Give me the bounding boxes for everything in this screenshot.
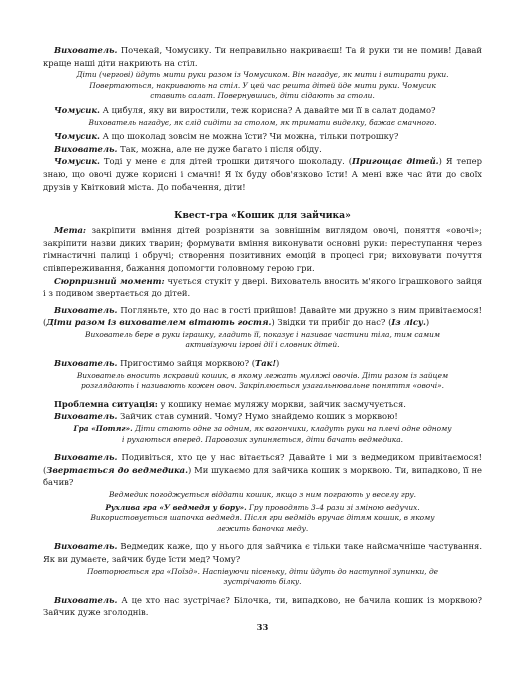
dialogue-line — [43, 410, 482, 423]
inline-direction: Із лісу. — [391, 317, 426, 328]
speech: Пригостимо зайця морквою? ( — [117, 358, 255, 369]
inline-direction: Так! — [255, 358, 277, 369]
speech: А це хто нас зустрічає? Білочка, ти, випадково, не бачила кошик із морквою? Зайчик дуже зголоднів. — [43, 594, 482, 618]
game-description — [43, 503, 482, 535]
dialogue-line — [43, 44, 482, 69]
speaker: Вихователь. — [54, 452, 118, 463]
speaker: Вихователь. — [54, 411, 118, 422]
surprise-paragraph — [43, 275, 482, 300]
dialogue-line — [43, 155, 482, 193]
page-body — [43, 44, 482, 619]
speaker: Вихователь. — [54, 358, 118, 369]
speaker: Вихователь. — [54, 541, 118, 552]
game-text: Діти стають одне за одним, як вагончики, кладуть руки на плечі одне одному і рухаються вперед. Паровозик зупиняється, діти бачать ведмедика. — [122, 424, 452, 444]
stage-direction: Повторюється гра «Поїзд». Наспівуючи пісеньку, діти йдуть до наступної зупинки, де зустрічають білку. — [86, 566, 439, 587]
stage-direction: Діти (черговi) йдуть мити руки разом із Чомусиком. Він нагадує, як мити і витирати руки. Повертаються, накривають на стіл. У цей час решта дітей йде мити руки. Чомусик ставить салат. Повернувшись, діти сідають за столи. — [76, 70, 449, 101]
speaker: Вихователь. — [54, 45, 118, 55]
dialogue-line — [43, 104, 482, 117]
dialogue-line — [43, 143, 482, 156]
speech: ) Звідки ти прибіг до нас? ( — [271, 317, 392, 328]
surprise-text: чується стукіт у двері. Вихователь вносить м'якого іграшкового зайця і з подивом звертається до дітей. — [43, 275, 483, 299]
goal-label: Мета: — [54, 225, 86, 236]
speech: Зайчик став сумний. Чому? Нумо знайдемо кошик з морквою! — [117, 411, 398, 422]
inline-direction: Пригощає дітей. — [352, 156, 439, 167]
page-number: 33 — [256, 622, 269, 632]
dialogue-line — [43, 451, 482, 489]
game-description — [43, 424, 482, 445]
speech: Погляньте, хто до нас в гості прийшов! Давайте ми дружно з ним привітаємося! ( — [43, 304, 482, 328]
problem-label: Проблемна ситуація: — [54, 398, 158, 409]
dialogue-line — [43, 130, 482, 143]
speech: Так, можна, але не дуже багато і після обіду. — [117, 143, 322, 154]
speech: Подивіться, хто це у нас вітається? Давайте і ми з ведмедиком привітаємося! ( — [43, 452, 482, 475]
goal-paragraph — [43, 224, 482, 274]
speech: ) Я тепер знаю, що овочі дуже корисні і смачні! Я їх буду обов'язково їсти! А мені вже час йти до своїх друзів у Квітковий міста. До побачення, діти! — [43, 156, 482, 192]
game-text: Гру проводять 3–4 рази зі зміною ведучих. Використовується шапочка ведмедя. Після гри ведмідь вручає дітям кошик, в якому лежить баночка меду. — [90, 502, 435, 533]
speech: ) — [276, 358, 280, 369]
speech: Ведмедик каже, що у нього для зайчика є тільки таке найсмачніше частування. Як ви думаєте, зайчик буде їсти мед? Чому? — [43, 541, 482, 564]
inline-direction: Звертається до ведмедика. — [46, 464, 189, 475]
surprise-label: Сюрпризний момент: — [54, 275, 165, 286]
problem-text: у кошику немає муляжу моркви, зайчик засмучується. — [157, 398, 406, 409]
goal-text: закріпити вміння дітей розрізняти за зовнішнім виглядом овочі, поняття «овочі»; закріпити назви диких тварин; формувати вміння виконувати основні руки: переступання через гімнастичні палиці і обручі; створення позитивних емоцій в процесі гри; виховувати почуття співпереживання, бажання допомогти головному герою гри. — [43, 225, 482, 273]
dialogue-line — [43, 357, 482, 370]
dialogue-line — [43, 304, 482, 329]
speech: Тоді у мене є для дітей трошки дитячого шоколаду. ( — [99, 156, 352, 167]
stage-direction: Вихователь нагадує, як слід сидіти за столом, як тримати виделку, бажає смачного. — [88, 117, 437, 127]
speaker: Вихователь. — [54, 304, 118, 315]
speaker: Чомусик. — [54, 156, 100, 167]
speaker: Вихователь. — [54, 594, 118, 605]
speech: А що шоколад зовсім не можна їсти? Чи можна, тільки потрошку? — [99, 131, 399, 142]
speaker: Чомусик. — [54, 131, 100, 142]
game-name: Гра «Потяг». — [73, 424, 133, 434]
game-name: Рухлива гра «У ведмедя у бору». — [105, 502, 247, 512]
speaker: Чомусик. — [54, 104, 100, 115]
dialogue-line — [43, 540, 482, 565]
problem-paragraph — [43, 398, 482, 411]
speech: ) — [425, 317, 430, 328]
speaker: Вихователь. — [54, 143, 118, 154]
speech: Почекай, Чомусику. Ти неправильно накриваєш! Та й руки ти не помив! Давай краще наші діти накриють на стіл. — [43, 45, 482, 68]
speech: А цибуля, яку ви виростили, теж корисна? А давайте ми її в салат додамо? — [99, 104, 436, 115]
inline-direction: Діти разом із вихователем вітають гостя. — [46, 317, 272, 328]
speech: ) Ми шукаємо для зайчика кошик з морквою. Ти, випадково, її не бачив? — [43, 464, 482, 488]
stage-direction: Ведмедик погоджується віддати кошик, якщо з ним пограють у веселу гру. — [108, 490, 417, 499]
section-title: Квест-гра «Кошик для зайчика» — [174, 210, 351, 222]
stage-direction: Вихователь вносить яскравий кошик, в якому лежать муляжі овочів. Діти разом із зайцем розглядають і називають кожен овоч. Закріплюється узагальнювальне поняття «овочі». — [76, 370, 449, 391]
dialogue-line — [43, 594, 482, 619]
stage-direction: Вихователь бере в руки іграшку, гладить її, показує і називає частини тіла, тим самим активізуючи ігрові дії і словник дітей. — [85, 329, 440, 350]
